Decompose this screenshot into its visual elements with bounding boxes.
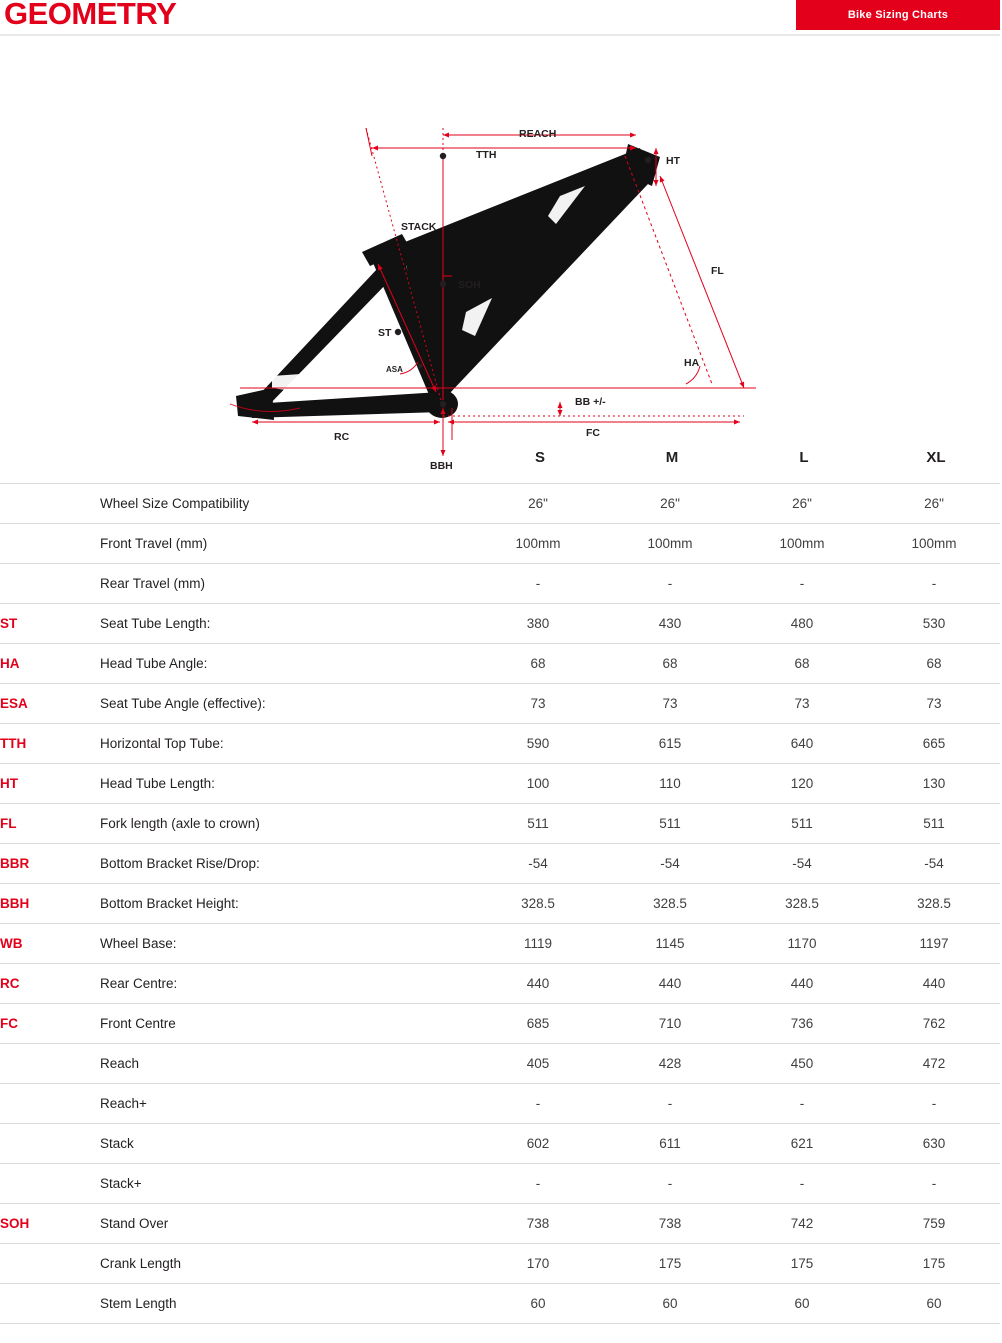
row-label: Seat Tube Angle (effective): <box>100 684 472 724</box>
row-code: RC <box>0 964 100 1004</box>
row-value: - <box>736 1164 868 1204</box>
row-value: 130 <box>868 764 1000 804</box>
row-value: - <box>604 1084 736 1124</box>
row-value: 68 <box>604 644 736 684</box>
table-row <box>0 804 1000 844</box>
row-value: 511 <box>604 804 736 844</box>
label-asa: ASA <box>386 365 403 374</box>
row-code <box>0 1164 100 1204</box>
row-code: TTH <box>0 724 100 764</box>
row-value: 615 <box>604 724 736 764</box>
row-code: FL <box>0 804 100 844</box>
row-value: 68 <box>736 644 868 684</box>
row-code <box>0 564 100 604</box>
row-value: 73 <box>604 684 736 724</box>
row-value: 736 <box>736 1004 868 1044</box>
row-label: Stem Length <box>100 1284 472 1324</box>
table-row <box>0 1244 1000 1284</box>
row-value: 380 <box>472 604 604 644</box>
row-label: Rear Centre: <box>100 964 472 1004</box>
row-label: Front Centre <box>100 1004 472 1044</box>
row-value: - <box>736 564 868 604</box>
page-header <box>0 0 1000 36</box>
row-value: 73 <box>868 684 1000 724</box>
label-ht: HT <box>666 155 680 167</box>
page-title: GEOMETRY <box>4 0 177 31</box>
row-value: 328.5 <box>868 884 1000 924</box>
table-row <box>0 1004 1000 1044</box>
row-value: 1170 <box>736 924 868 964</box>
row-label: Bottom Bracket Rise/Drop: <box>100 844 472 884</box>
row-value: 428 <box>604 1044 736 1084</box>
row-value: 26" <box>736 484 868 524</box>
table-row <box>0 1284 1000 1324</box>
label-bbh: BBH <box>430 460 453 472</box>
row-value: 73 <box>472 684 604 724</box>
label-ha: HA <box>684 357 700 369</box>
row-label: Wheel Base: <box>100 924 472 964</box>
size-header-xl: XL <box>926 449 946 466</box>
row-value: 440 <box>472 964 604 1004</box>
row-value: 68 <box>472 644 604 684</box>
row-value: - <box>868 564 1000 604</box>
label-reach: REACH <box>519 128 557 140</box>
row-value: 60 <box>472 1284 604 1324</box>
row-value: 60 <box>868 1284 1000 1324</box>
row-value: 602 <box>472 1124 604 1164</box>
geometry-table-body <box>0 484 1000 1324</box>
row-code: ST <box>0 604 100 644</box>
row-value: 621 <box>736 1124 868 1164</box>
row-value: -54 <box>868 844 1000 884</box>
row-value: 1119 <box>472 924 604 964</box>
row-value: 440 <box>604 964 736 1004</box>
row-code: FC <box>0 1004 100 1044</box>
row-value: 742 <box>736 1204 868 1244</box>
size-header-s: S <box>534 449 545 466</box>
row-value: 511 <box>736 804 868 844</box>
row-label: Head Tube Angle: <box>100 644 472 684</box>
label-st: ST <box>378 327 392 339</box>
row-value: 100mm <box>472 524 604 564</box>
row-label: Seat Tube Length: <box>100 604 472 644</box>
size-header-row <box>0 441 1000 483</box>
row-value: 26" <box>868 484 1000 524</box>
row-code: WB <box>0 924 100 964</box>
row-value: 100mm <box>736 524 868 564</box>
label-stack: STACK <box>401 221 437 233</box>
row-label: Reach <box>100 1044 472 1084</box>
table-row <box>0 764 1000 804</box>
row-value: 640 <box>736 724 868 764</box>
row-value: 759 <box>868 1204 1000 1244</box>
row-value: 73 <box>736 684 868 724</box>
label-fl: FL <box>711 265 724 277</box>
table-row <box>0 844 1000 884</box>
size-header-m: M <box>665 449 679 466</box>
row-label: Reach+ <box>100 1084 472 1124</box>
row-value: 1197 <box>868 924 1000 964</box>
geometry-table <box>0 483 1000 1324</box>
row-value: 630 <box>868 1124 1000 1164</box>
row-value: 762 <box>868 1004 1000 1044</box>
row-value: 328.5 <box>736 884 868 924</box>
row-code <box>0 484 100 524</box>
row-value: 175 <box>736 1244 868 1284</box>
row-value: 175 <box>868 1244 1000 1284</box>
row-value: 440 <box>736 964 868 1004</box>
row-value: - <box>472 1164 604 1204</box>
row-value: - <box>604 1164 736 1204</box>
label-rc: RC <box>334 431 350 443</box>
table-row <box>0 1084 1000 1124</box>
table-row <box>0 964 1000 1004</box>
row-value: 511 <box>868 804 1000 844</box>
table-row <box>0 484 1000 524</box>
row-value: 480 <box>736 604 868 644</box>
row-code: BBR <box>0 844 100 884</box>
row-label: Bottom Bracket Height: <box>100 884 472 924</box>
row-value: - <box>472 1084 604 1124</box>
table-row <box>0 644 1000 684</box>
row-value: 738 <box>472 1204 604 1244</box>
table-row <box>0 1124 1000 1164</box>
row-value: - <box>604 564 736 604</box>
label-bb: BB +/- <box>575 396 606 408</box>
row-value: 100mm <box>868 524 1000 564</box>
row-value: 100mm <box>604 524 736 564</box>
row-value: 450 <box>736 1044 868 1084</box>
row-label: Rear Travel (mm) <box>100 564 472 604</box>
row-code <box>0 524 100 564</box>
row-value: 68 <box>868 644 1000 684</box>
table-row <box>0 1044 1000 1084</box>
row-value: -54 <box>604 844 736 884</box>
label-fc: FC <box>586 427 600 439</box>
row-value: 738 <box>604 1204 736 1244</box>
row-value: - <box>472 564 604 604</box>
table-row <box>0 1204 1000 1244</box>
row-value: 120 <box>736 764 868 804</box>
row-code: ESA <box>0 684 100 724</box>
row-code <box>0 1244 100 1284</box>
row-value: 328.5 <box>604 884 736 924</box>
row-value: - <box>868 1164 1000 1204</box>
row-label: Fork length (axle to crown) <box>100 804 472 844</box>
row-value: 710 <box>604 1004 736 1044</box>
table-row <box>0 884 1000 924</box>
row-label: Wheel Size Compatibility <box>100 484 472 524</box>
row-value: 611 <box>604 1124 736 1164</box>
row-value: 472 <box>868 1044 1000 1084</box>
table-row <box>0 724 1000 764</box>
label-soh: SOH <box>458 279 481 291</box>
row-code <box>0 1044 100 1084</box>
row-value: -54 <box>472 844 604 884</box>
bike-sizing-charts-badge[interactable]: Bike Sizing Charts <box>796 0 1000 30</box>
row-value: 590 <box>472 724 604 764</box>
table-row <box>0 604 1000 644</box>
row-value: - <box>736 1084 868 1124</box>
row-label: Stand Over <box>100 1204 472 1244</box>
row-code <box>0 1084 100 1124</box>
row-value: 60 <box>736 1284 868 1324</box>
row-code: HA <box>0 644 100 684</box>
table-row <box>0 524 1000 564</box>
row-value: 110 <box>604 764 736 804</box>
row-value: 170 <box>472 1244 604 1284</box>
row-value: 405 <box>472 1044 604 1084</box>
row-code: HT <box>0 764 100 804</box>
table-row <box>0 1164 1000 1204</box>
row-value: 328.5 <box>472 884 604 924</box>
row-code <box>0 1284 100 1324</box>
table-row <box>0 564 1000 604</box>
row-value: 530 <box>868 604 1000 644</box>
row-value: 175 <box>604 1244 736 1284</box>
row-label: Crank Length <box>100 1244 472 1284</box>
row-code: BBH <box>0 884 100 924</box>
row-code: SOH <box>0 1204 100 1244</box>
row-value: 430 <box>604 604 736 644</box>
row-value: 26" <box>604 484 736 524</box>
row-label: Horizontal Top Tube: <box>100 724 472 764</box>
row-code <box>0 1124 100 1164</box>
row-value: 1145 <box>604 924 736 964</box>
row-label: Front Travel (mm) <box>100 524 472 564</box>
label-tth: TTH <box>476 149 497 161</box>
row-value: 100 <box>472 764 604 804</box>
row-value: 665 <box>868 724 1000 764</box>
row-label: Stack+ <box>100 1164 472 1204</box>
row-value: -54 <box>736 844 868 884</box>
row-value: 511 <box>472 804 604 844</box>
row-label: Stack <box>100 1124 472 1164</box>
row-value: 60 <box>604 1284 736 1324</box>
row-value: - <box>868 1084 1000 1124</box>
table-row <box>0 924 1000 964</box>
row-value: 440 <box>868 964 1000 1004</box>
row-value: 685 <box>472 1004 604 1044</box>
table-row <box>0 684 1000 724</box>
row-label: Head Tube Length: <box>100 764 472 804</box>
row-value: 26" <box>472 484 604 524</box>
size-header-l: L <box>799 449 809 466</box>
